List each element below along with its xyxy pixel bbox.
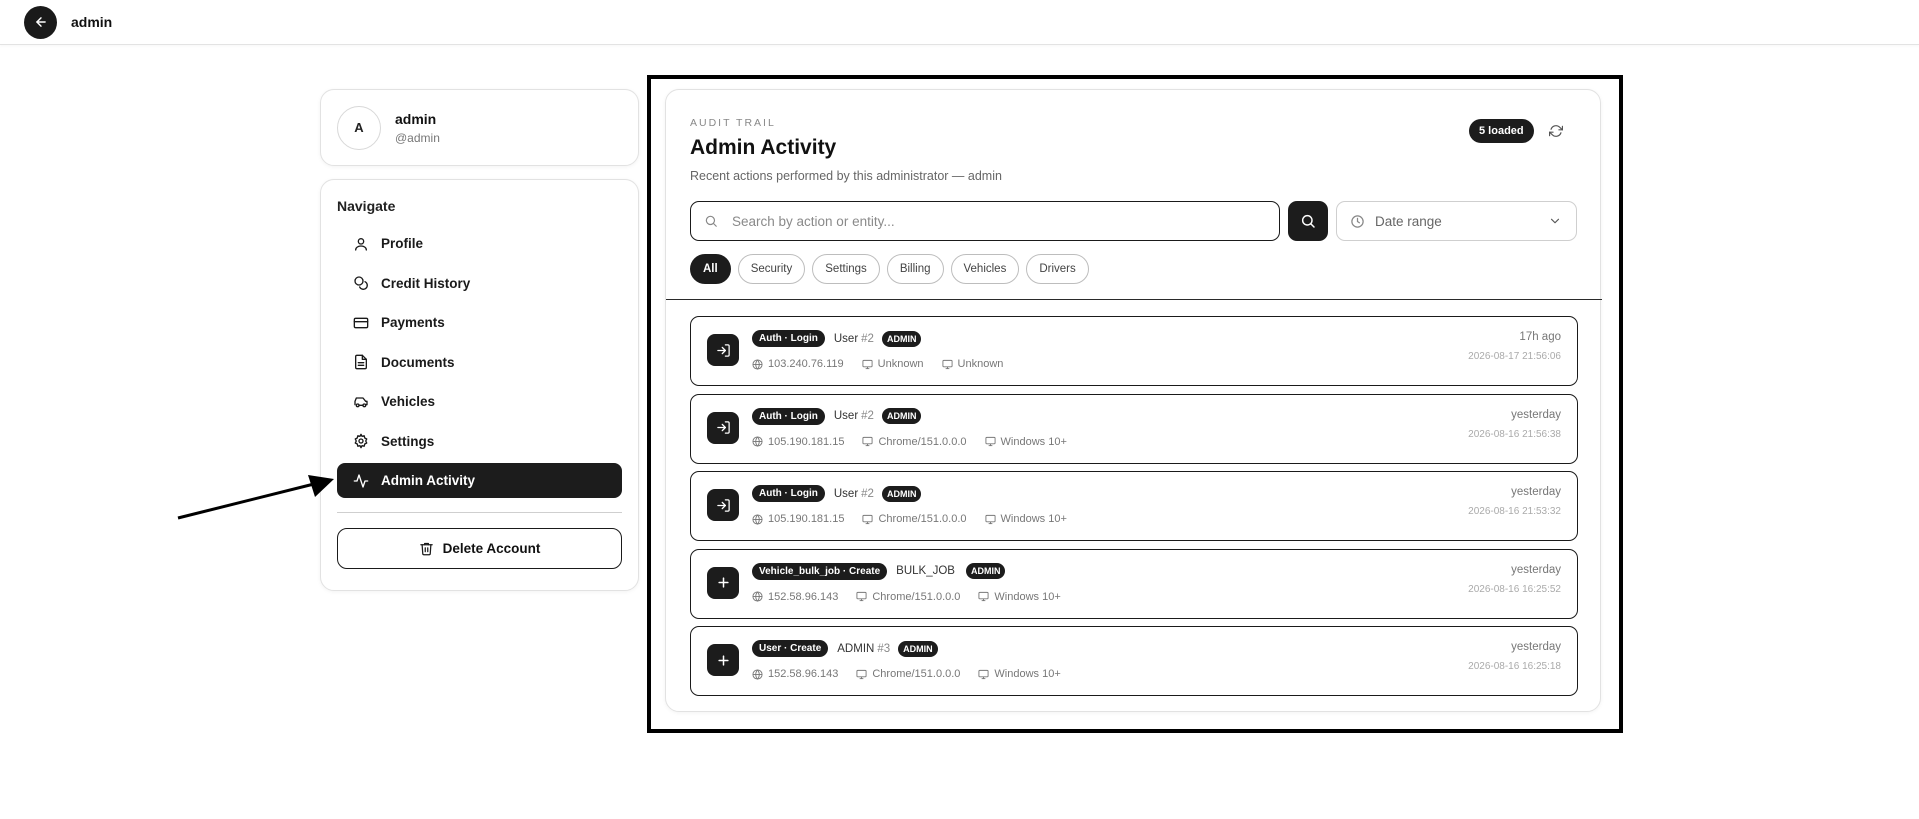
role-tag: ADMIN <box>898 641 938 657</box>
nav-item-payments[interactable] <box>337 305 622 340</box>
relative-time: yesterday <box>1511 486 1561 498</box>
monitor-icon <box>862 436 873 447</box>
back-button[interactable] <box>24 6 57 39</box>
filter-chip-vehicles[interactable]: Vehicles <box>951 254 1020 284</box>
entity-id: #2 <box>861 487 874 500</box>
date-range-label: Date range <box>1375 213 1442 229</box>
filter-chip-security[interactable]: Security <box>738 254 806 284</box>
activity-item[interactable] <box>690 394 1578 464</box>
top-bar <box>0 0 1919 45</box>
monitor-icon <box>985 514 996 525</box>
role-tag: ADMIN <box>882 331 922 347</box>
nav-item-label: Admin Activity <box>381 473 476 488</box>
timestamp: 2026-08-16 16:25:18 <box>1468 661 1561 672</box>
nav-item-vehicles[interactable] <box>337 384 622 419</box>
monitor-icon <box>856 669 867 680</box>
browser-label: Chrome/151.0.0.0 <box>878 435 967 448</box>
nav-card <box>320 179 639 591</box>
entity-label: User <box>833 487 859 500</box>
monitor-icon <box>856 591 867 602</box>
refresh-button[interactable] <box>1547 122 1565 140</box>
nav-item-label: Documents <box>381 354 455 370</box>
page-title-topbar: admin <box>71 14 113 30</box>
relative-time: yesterday <box>1511 563 1561 576</box>
entity-id: #3 <box>877 642 891 655</box>
refresh-icon <box>1549 124 1563 138</box>
nav-heading: Navigate <box>337 198 396 214</box>
activity-item[interactable] <box>690 316 1578 386</box>
entity-id: #2 <box>861 332 874 345</box>
login-icon <box>707 412 739 444</box>
monitor-icon <box>862 359 873 370</box>
filter-chip-settings[interactable]: Settings <box>812 254 880 284</box>
entity-id: #2 <box>861 410 874 422</box>
role-tag: ADMIN <box>966 563 1006 579</box>
nav-divider <box>337 512 622 513</box>
action-tag: Auth · Login <box>752 485 825 502</box>
filter-chips <box>690 254 1089 284</box>
nav-item-documents[interactable] <box>337 345 622 380</box>
avatar: A <box>337 106 381 150</box>
globe-icon <box>752 359 763 370</box>
delete-account-label: Delete Account <box>442 541 541 556</box>
credit-card-icon <box>353 315 369 331</box>
car-icon <box>353 394 369 410</box>
coins-icon <box>353 275 369 291</box>
ip-address: 105.190.181.15 <box>768 435 845 448</box>
user-handle: @admin <box>395 130 440 145</box>
ip-address: 105.190.181.15 <box>768 513 845 525</box>
nav-item-profile[interactable] <box>337 226 622 261</box>
role-tag: ADMIN <box>882 408 922 424</box>
timestamp: 2026-08-16 21:56:38 <box>1468 428 1561 440</box>
nav-item-credit-history[interactable] <box>337 266 622 301</box>
search-input[interactable] <box>732 214 1252 229</box>
search-box <box>690 201 1280 241</box>
trash-icon <box>419 541 434 556</box>
monitor-icon <box>862 514 873 525</box>
browser-label: Chrome/151.0.0.0 <box>872 668 961 680</box>
monitor-icon <box>978 591 989 602</box>
timestamp: 2026-08-16 21:53:32 <box>1468 506 1561 517</box>
nav-item-label: Settings <box>381 433 435 449</box>
entity-label: User <box>833 332 859 345</box>
plus-icon <box>707 567 739 599</box>
monitor-icon <box>978 669 989 680</box>
clock-icon <box>1350 214 1365 229</box>
ip-address: 152.58.96.143 <box>768 668 839 680</box>
nav-item-settings[interactable] <box>337 424 622 459</box>
activity-list <box>690 316 1578 704</box>
activity-item[interactable] <box>690 471 1578 541</box>
globe-icon <box>752 514 763 525</box>
login-icon <box>707 489 739 521</box>
role-tag: ADMIN <box>882 486 922 502</box>
os-label: Unknown <box>957 358 1004 370</box>
os-label: Windows 10+ <box>1000 435 1067 448</box>
loaded-count-badge: 5 loaded <box>1469 119 1534 143</box>
delete-account-button[interactable] <box>337 528 622 569</box>
page-title: Admin Activity <box>690 136 837 159</box>
globe-icon <box>752 669 763 680</box>
browser-label: Chrome/151.0.0.0 <box>878 513 967 525</box>
monitor-icon <box>985 436 996 447</box>
audit-card <box>665 89 1601 712</box>
relative-time: yesterday <box>1511 641 1561 653</box>
activity-item[interactable] <box>690 626 1578 696</box>
action-tag: Auth · Login <box>752 408 825 425</box>
filter-chip-all[interactable]: All <box>690 254 731 284</box>
search-icon <box>1300 213 1316 229</box>
chevron-down-icon <box>1548 214 1562 228</box>
gear-icon <box>353 433 369 449</box>
os-label: Windows 10+ <box>1000 513 1067 525</box>
globe-icon <box>752 436 763 447</box>
login-icon <box>707 334 739 366</box>
ip-address: 152.58.96.143 <box>768 590 839 603</box>
arrow-left-icon <box>34 15 48 29</box>
ip-address: 103.240.76.119 <box>768 358 844 370</box>
action-tag: Auth · Login <box>752 330 825 347</box>
annotation-arrow <box>170 470 340 530</box>
page-subtitle: Recent actions performed by this administrator — admin <box>690 169 1002 183</box>
relative-time: yesterday <box>1511 408 1561 421</box>
nav-item-label: Profile <box>381 236 424 251</box>
filter-chip-billing[interactable]: Billing <box>887 254 944 284</box>
nav-item-admin-activity[interactable] <box>337 463 622 498</box>
user-icon <box>353 236 369 252</box>
monitor-icon <box>942 359 953 370</box>
date-range-select[interactable] <box>1336 201 1577 241</box>
action-tag: Vehicle_bulk_job · Create <box>752 563 887 580</box>
timestamp: 2026-08-17 21:56:06 <box>1468 351 1561 362</box>
relative-time: 17h ago <box>1519 331 1561 343</box>
document-icon <box>353 354 369 370</box>
browser-label: Unknown <box>877 358 924 370</box>
nav-item-label: Credit History <box>381 275 471 291</box>
user-card <box>320 89 639 166</box>
nav-item-label: Payments <box>381 315 445 330</box>
activity-item[interactable] <box>690 549 1578 619</box>
browser-label: Chrome/151.0.0.0 <box>872 590 961 603</box>
entity-label: User <box>833 410 859 422</box>
filter-chip-drivers[interactable]: Drivers <box>1026 254 1088 284</box>
divider <box>666 299 1602 300</box>
entity-label: ADMIN <box>837 642 875 655</box>
entity-label: BULK_JOB <box>896 565 955 577</box>
timestamp: 2026-08-16 16:25:52 <box>1468 583 1561 595</box>
user-name: admin <box>395 110 437 127</box>
search-button[interactable] <box>1288 201 1328 241</box>
section-eyebrow: AUDIT TRAIL <box>690 117 776 129</box>
plus-icon <box>707 644 739 676</box>
os-label: Windows 10+ <box>994 668 1061 680</box>
nav-item-label: Vehicles <box>381 394 436 409</box>
os-label: Windows 10+ <box>994 590 1061 603</box>
globe-icon <box>752 591 763 602</box>
search-icon <box>704 214 718 228</box>
action-tag: User · Create <box>752 640 828 657</box>
activity-icon <box>353 473 369 489</box>
